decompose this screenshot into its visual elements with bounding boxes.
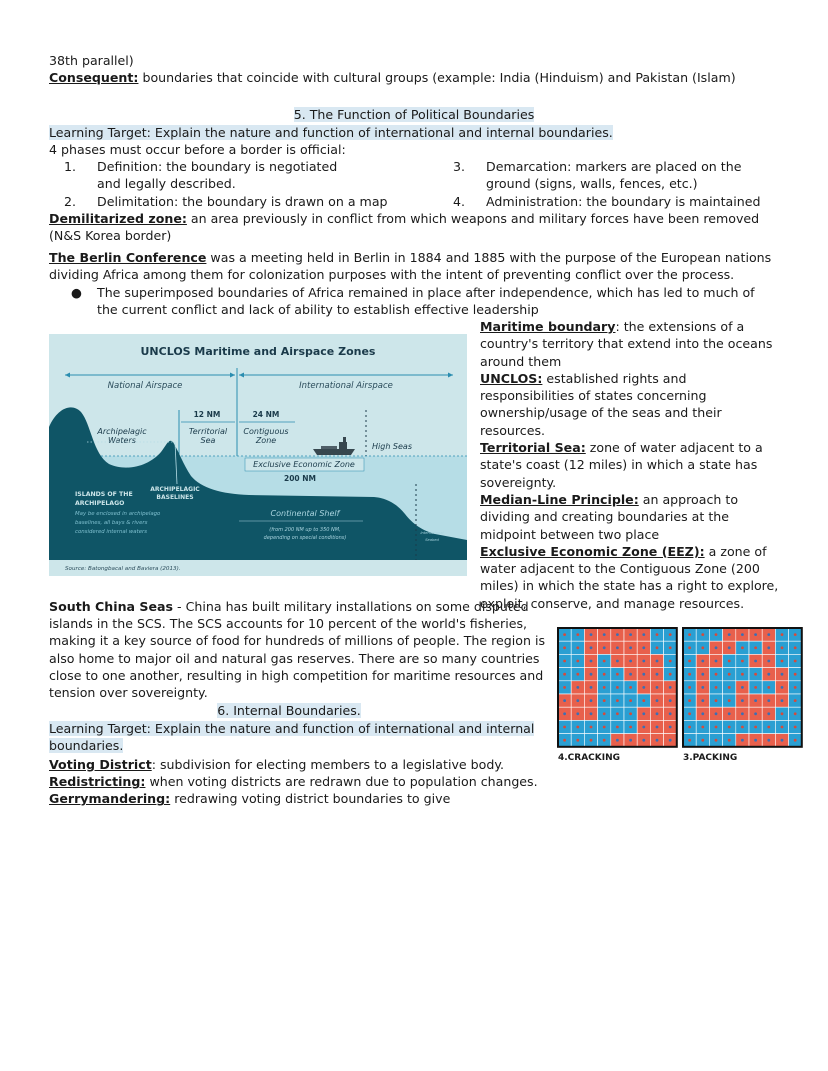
voter-dot <box>603 726 606 729</box>
consequent-definition <box>49 69 789 86</box>
gerrymandering-grids <box>556 626 806 766</box>
voter-dot <box>629 660 632 663</box>
scs-text: - China has built military installations on some disputed islands in the SCS. The SCS accounts for 10 percent of the world's fisheries, making it a key source of food for hundreds of millions of people. The region is also home to major oil and natural gas reserves. There are so many countries close to one another, resulting in high competition for maritime resources and tension over sovereignty. <box>49 599 546 701</box>
voter-dot <box>767 633 770 636</box>
voter-dot <box>576 633 579 636</box>
definition-text: an approach to dividing and creating boundaries at the midpoint between two place <box>480 491 739 542</box>
voter-dot <box>576 712 579 715</box>
voter-dot <box>781 660 784 663</box>
voter-dot <box>741 726 744 729</box>
definition-term: Redistricting: <box>49 774 146 790</box>
voter-dot <box>642 712 645 715</box>
phase-text: Administration: the boundary is maintained <box>486 194 761 209</box>
voter-dot <box>629 646 632 649</box>
voter-dot <box>563 712 566 715</box>
phase-text: Definition: the boundary is negotiated and legally described. <box>97 159 338 192</box>
intro-block <box>49 52 789 86</box>
nm12-label: 12 NM <box>193 410 221 419</box>
definition-voting-district <box>49 756 589 773</box>
section5-target: Learning Target: Explain the nature and function of international and internal boundaries. <box>49 125 613 140</box>
phase-num: 1. <box>64 159 77 174</box>
voter-dot <box>701 699 704 702</box>
voter-dot <box>688 726 691 729</box>
voter-dot <box>754 646 757 649</box>
voter-dot <box>715 673 718 676</box>
shelf-note: depending on special conditions) <box>263 535 347 541</box>
diagram-source: Source: Batongbacal and Baviera (2013). <box>65 566 181 572</box>
voter-dot <box>767 726 770 729</box>
definition-territorial-sea <box>480 439 780 491</box>
voter-dot <box>590 686 593 689</box>
voter-dot <box>767 712 770 715</box>
voter-dot <box>616 633 619 636</box>
voter-dot <box>741 712 744 715</box>
eez-label: Exclusive Economic Zone <box>253 460 355 469</box>
voter-dot <box>656 739 659 742</box>
voter-dot <box>688 739 691 742</box>
voter-dot <box>656 712 659 715</box>
dmz-text: an area previously in conflict from which weapons and military forces have been removed (N&S Korea border) <box>49 211 760 244</box>
islands-note: considered internal waters <box>75 529 148 535</box>
packing-label: 3.PACKING <box>683 753 738 763</box>
archipelagic-baselines-label: ARCHIPELAGIC <box>150 486 200 493</box>
voter-dot <box>688 673 691 676</box>
voter-dot <box>767 699 770 702</box>
voter-dot <box>616 673 619 676</box>
voter-dot <box>688 660 691 663</box>
voter-dot <box>741 739 744 742</box>
voter-dot <box>728 712 731 715</box>
voter-dot <box>741 646 744 649</box>
voter-dot <box>563 673 566 676</box>
voter-dot <box>656 726 659 729</box>
voter-dot <box>656 660 659 663</box>
diagram-title: UNCLOS Maritime and Airspace Zones <box>140 345 376 358</box>
definition-unclos <box>480 370 780 439</box>
voter-dot <box>616 660 619 663</box>
seabed-label: International <box>420 531 444 535</box>
islands-note: baselines, all bays & rivers <box>75 520 148 526</box>
definition-term: Voting District <box>49 757 152 772</box>
voter-dot <box>754 660 757 663</box>
voter-dot <box>794 712 797 715</box>
voter-dot <box>590 726 593 729</box>
voter-dot <box>590 699 593 702</box>
voter-dot <box>767 660 770 663</box>
voter-dot <box>576 726 579 729</box>
voter-dot <box>642 673 645 676</box>
definition-median-line <box>480 491 780 543</box>
definition-text: zone of water adjacent to a state's coast (12 miles) in which a state has sovereignty. <box>480 440 763 490</box>
section6-heading: 6. Internal Boundaries. <box>217 703 361 718</box>
definition-gerrymandering <box>49 790 589 807</box>
voter-dot <box>741 633 744 636</box>
voter-dot <box>728 633 731 636</box>
definition-term: Territorial Sea: <box>480 440 586 456</box>
voter-dot <box>669 739 672 742</box>
voter-dot <box>629 739 632 742</box>
definition-term: UNCLOS: <box>480 370 543 386</box>
berlin-definition <box>49 249 784 283</box>
voter-dot <box>629 686 632 689</box>
phases-intro: 4 phases must occur before a border is official: <box>49 142 346 157</box>
voter-dot <box>728 699 731 702</box>
berlin-term: The Berlin Conference <box>49 250 207 265</box>
voter-dot <box>563 726 566 729</box>
unclos-diagram <box>49 334 467 576</box>
voter-dot <box>688 712 691 715</box>
scs-paragraph <box>49 598 554 701</box>
voter-dot <box>590 739 593 742</box>
voter-dot <box>767 739 770 742</box>
voter-dot <box>754 686 757 689</box>
voter-dot <box>688 686 691 689</box>
voter-dot <box>669 686 672 689</box>
voter-dot <box>669 633 672 636</box>
voter-dot <box>656 633 659 636</box>
voter-dot <box>794 633 797 636</box>
phase-num: 2. <box>64 194 77 209</box>
voter-dot <box>741 699 744 702</box>
dmz-definition <box>49 210 784 244</box>
voter-dot <box>576 673 579 676</box>
voter-dot <box>603 686 606 689</box>
voter-dot <box>576 686 579 689</box>
voter-dot <box>728 739 731 742</box>
voter-dot <box>590 673 593 676</box>
cracking-grid <box>558 628 677 747</box>
section6-definitions <box>49 756 589 808</box>
voter-dot <box>563 739 566 742</box>
voter-dot <box>741 673 744 676</box>
voter-dot <box>563 699 566 702</box>
voter-dot <box>603 739 606 742</box>
section5-target-wrap <box>49 124 809 141</box>
contiguous-zone-label: Zone <box>255 436 277 445</box>
voter-dot <box>781 699 784 702</box>
voter-dot <box>629 633 632 636</box>
voter-dot <box>603 699 606 702</box>
phase-3 <box>453 158 788 192</box>
voter-dot <box>701 712 704 715</box>
voter-dot <box>767 673 770 676</box>
voter-dot <box>629 712 632 715</box>
seabed-label: Seabed <box>425 538 439 542</box>
voter-dot <box>669 646 672 649</box>
phase-num: 4. <box>453 194 466 209</box>
section5-heading: 5. The Function of Political Boundaries <box>293 107 535 122</box>
bullet-dot: ● <box>71 285 82 300</box>
definition-term: Maritime boundary <box>480 319 616 334</box>
phase-num: 3. <box>453 159 466 174</box>
phase-4 <box>453 193 788 210</box>
voter-dot <box>603 660 606 663</box>
voter-dot <box>701 673 704 676</box>
shelf-note: (from 200 NM up to 350 NM, <box>269 527 341 533</box>
voter-dot <box>767 686 770 689</box>
voter-dot <box>781 739 784 742</box>
voter-dot <box>669 660 672 663</box>
consequent-text: boundaries that coincide with cultural groups (example: India (Hinduism) and Pakistan (Islam) <box>138 70 736 86</box>
voter-dot <box>563 660 566 663</box>
bullet-text: The superimposed boundaries of Africa remained in place after independence, which has led to much of the current conflict and lack of ability to establish effective leadership <box>97 285 755 318</box>
packing-grid <box>683 628 802 747</box>
section6-heading-wrap <box>49 702 529 719</box>
voter-dot <box>616 739 619 742</box>
voter-dot <box>603 673 606 676</box>
voter-dot <box>715 726 718 729</box>
voter-dot <box>701 686 704 689</box>
definition-text: : the extensions of a country's territory that extend into the oceans around them <box>480 319 773 369</box>
voter-dot <box>688 699 691 702</box>
archipelagic-baselines-label: BASELINES <box>156 494 194 501</box>
voter-dot <box>794 726 797 729</box>
voter-dot <box>669 699 672 702</box>
nm200-label: 200 NM <box>283 474 317 483</box>
voter-dot <box>616 726 619 729</box>
voter-dot <box>616 699 619 702</box>
continental-shelf-label: Continental Shelf <box>270 509 340 518</box>
voter-dot <box>794 673 797 676</box>
nm24-label: 24 NM <box>252 410 280 419</box>
voter-dot <box>656 673 659 676</box>
voter-dot <box>688 646 691 649</box>
intro-line: 38th parallel) <box>49 53 134 68</box>
voter-dot <box>754 699 757 702</box>
voter-dot <box>563 686 566 689</box>
definition-maritime-boundary <box>480 318 780 370</box>
definition-text: : subdivision for electing members to a legislative body. <box>151 757 504 772</box>
national-airspace-label: National Airspace <box>107 381 183 391</box>
voter-dot <box>781 686 784 689</box>
berlin-text: was a meeting held in Berlin in 1884 and 1885 with the purpose of the European nations dividing Africa among them for colonization purposes with the intent of preventing conflict over the process. <box>49 250 772 283</box>
voter-dot <box>576 739 579 742</box>
voter-dot <box>669 712 672 715</box>
high-seas-label: High Seas <box>372 442 412 451</box>
voter-dot <box>603 646 606 649</box>
phase-text: Demarcation: markers are placed on the ground (signs, walls, fences, etc.) <box>486 159 742 192</box>
voter-dot <box>715 633 718 636</box>
voter-dot <box>576 699 579 702</box>
definition-text: established rights and responsibilities of states concerning ownership/usage of the seas and their resources. <box>480 370 722 438</box>
voter-dot <box>728 686 731 689</box>
voter-dot <box>728 673 731 676</box>
definition-term: Gerrymandering: <box>49 791 171 807</box>
international-airspace-label: International Airspace <box>299 381 393 391</box>
voter-dot <box>656 686 659 689</box>
phase-1 <box>64 158 364 192</box>
voter-dot <box>576 660 579 663</box>
voter-dot <box>728 646 731 649</box>
voter-dot <box>794 699 797 702</box>
voter-dot <box>656 699 659 702</box>
cracking-label: 4.CRACKING <box>558 753 621 763</box>
consequent-term: Consequent: <box>49 70 139 86</box>
section6-target-wrap <box>49 720 539 754</box>
unclos-diagram-svg <box>49 334 467 576</box>
voter-dot <box>701 660 704 663</box>
voter-dot <box>728 660 731 663</box>
voter-dot <box>656 646 659 649</box>
voter-dot <box>629 726 632 729</box>
voter-dot <box>616 686 619 689</box>
voter-dot <box>754 673 757 676</box>
voter-dot <box>741 686 744 689</box>
voter-dot <box>754 633 757 636</box>
voter-dot <box>754 726 757 729</box>
voter-dot <box>781 646 784 649</box>
voter-dot <box>616 646 619 649</box>
section5-heading-wrap <box>0 106 828 123</box>
voter-dot <box>701 726 704 729</box>
archipelagic-waters-label: Waters <box>108 436 136 445</box>
scs-term: South China Seas <box>49 599 174 614</box>
voter-dot <box>563 633 566 636</box>
voter-dot <box>754 712 757 715</box>
islands-note: May be enclosed in archipelago <box>75 511 161 517</box>
definition-term: Exclusive Economic Zone (EEZ): <box>480 543 705 559</box>
voter-dot <box>767 646 770 649</box>
archipelagic-waters-label: Archipelagic <box>97 427 147 436</box>
voter-dot <box>701 739 704 742</box>
voter-dot <box>715 686 718 689</box>
voter-dot <box>701 646 704 649</box>
voter-dot <box>781 712 784 715</box>
voter-dot <box>642 660 645 663</box>
voter-dot <box>781 633 784 636</box>
voter-dot <box>715 660 718 663</box>
islands-label: ISLANDS OF THE <box>75 491 133 498</box>
voter-dot <box>642 646 645 649</box>
voter-dot <box>629 673 632 676</box>
definition-redistricting <box>49 773 589 790</box>
voter-dot <box>741 660 744 663</box>
voter-dot <box>642 726 645 729</box>
voter-dot <box>563 646 566 649</box>
voter-dot <box>590 646 593 649</box>
voter-dot <box>794 686 797 689</box>
definition-text: when voting districts are redrawn due to population changes. <box>145 774 538 790</box>
voter-dot <box>590 633 593 636</box>
contiguous-zone-label: Contiguous <box>243 427 289 436</box>
voter-dot <box>715 712 718 715</box>
voter-dot <box>794 739 797 742</box>
voter-dot <box>754 739 757 742</box>
islands-label: ARCHIPELAGO <box>75 500 125 507</box>
voter-dot <box>794 660 797 663</box>
voter-dot <box>642 686 645 689</box>
territorial-sea-label: Sea <box>200 436 216 445</box>
definitions-column <box>480 318 780 612</box>
voter-dot <box>590 712 593 715</box>
voter-dot <box>728 726 731 729</box>
voter-dot <box>781 726 784 729</box>
voter-dot <box>642 699 645 702</box>
territorial-sea-label: Territorial <box>188 427 228 436</box>
voter-dot <box>715 699 718 702</box>
voter-dot <box>669 726 672 729</box>
voter-dot <box>715 646 718 649</box>
voter-dot <box>603 633 606 636</box>
section6-target: Learning Target: Explain the nature and function of international and internal boundaries. <box>49 721 535 754</box>
voter-dot <box>642 739 645 742</box>
voter-dot <box>616 712 619 715</box>
voter-dot <box>781 673 784 676</box>
voter-dot <box>629 699 632 702</box>
voter-dot <box>794 646 797 649</box>
voter-dot <box>688 633 691 636</box>
definition-term: Median-Line Principle: <box>480 491 639 507</box>
voter-dot <box>669 673 672 676</box>
dmz-term: Demilitarized zone: <box>49 211 187 226</box>
voter-dot <box>603 712 606 715</box>
voter-dot <box>642 633 645 636</box>
voter-dot <box>715 739 718 742</box>
phase-2 <box>64 193 394 210</box>
definition-text: a zone of water adjacent to the Contiguous Zone (200 miles) in which the state has a right to explore, exploit, conserve, and manage resources. <box>480 543 779 611</box>
voter-dot <box>701 633 704 636</box>
voter-dot <box>576 646 579 649</box>
phase-text: Delimitation: the boundary is drawn on a map <box>97 194 388 209</box>
definition-text: redrawing voting district boundaries to give <box>170 791 451 807</box>
voter-dot <box>590 660 593 663</box>
berlin-bullet <box>71 284 761 318</box>
